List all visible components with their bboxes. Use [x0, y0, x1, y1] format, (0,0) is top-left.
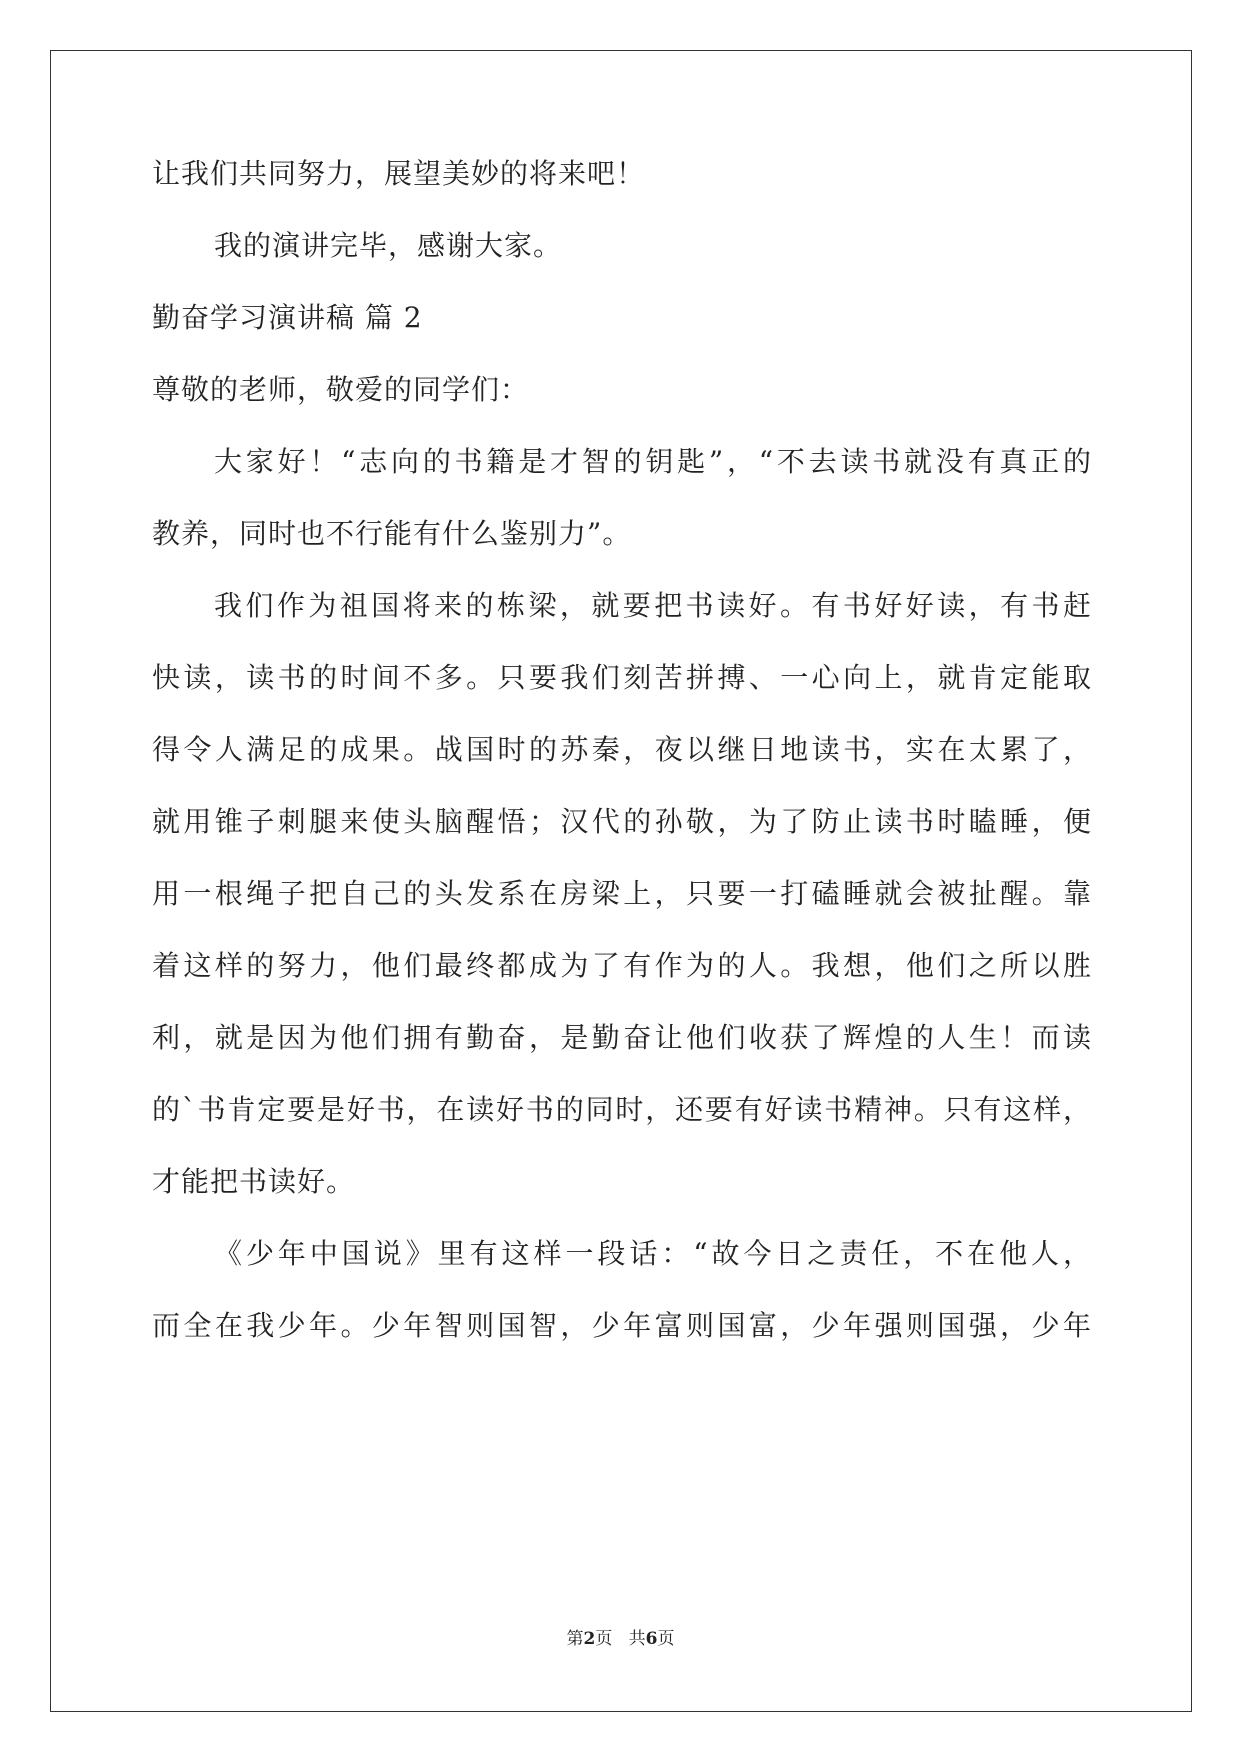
- text-line: 我们作为祖国将来的栋梁，就要把书读好。有书好好读，有书赶: [214, 589, 1092, 622]
- total-pages: 6: [645, 1629, 658, 1649]
- text-line: 《少年中国说》里有这样一段话：“故今日之责任，不在他人，: [214, 1237, 1092, 1270]
- total-prefix: 共: [628, 1629, 646, 1649]
- text-line: 的`书肯定要是好书，在读好书的同时，还要有好读书精神。只有这样，: [152, 1093, 1092, 1126]
- text-line: 就用锥子刺腿来使头脑醒悟；汉代的孙敬，为了防止读书时瞌睡，便: [152, 805, 1092, 838]
- section-heading: 勤奋学习演讲稿 篇 2: [152, 301, 423, 334]
- text-line: 我的演讲完毕，感谢大家。: [214, 229, 563, 262]
- page-prefix: 第: [566, 1629, 584, 1649]
- page-footer: [0, 1628, 1241, 1650]
- total-suffix: 页: [657, 1629, 675, 1649]
- text-line: 利，就是因为他们拥有勤奋，是勤奋让他们收获了辉煌的人生！而读: [152, 1021, 1092, 1054]
- text-line: 快读，读书的时间不多。只要我们刻苦拼搏、一心向上，就肯定能取: [152, 661, 1092, 694]
- text-line: 用一根绳子把自己的头发系在房梁上，只要一打磕睡就会被扯醒。靠: [152, 877, 1092, 910]
- text-line: 大家好！“志向的书籍是才智的钥匙”，“不去读书就没有真正的: [214, 445, 1092, 478]
- salutation: 尊敬的老师，敬爱的同学们：: [152, 373, 530, 406]
- text-line: 让我们共同努力，展望美妙的将来吧！: [152, 157, 646, 190]
- text-line: 而全在我少年。少年智则国智，少年富则国富，少年强则国强，少年: [152, 1309, 1092, 1342]
- page-number: 2: [583, 1629, 596, 1649]
- page-suffix: 页: [595, 1629, 613, 1649]
- text-line: 教养，同时也不行能有什么鉴别力”。: [152, 517, 632, 550]
- text-line: 才能把书读好。: [152, 1165, 356, 1198]
- text-line: 得令人满足的成果。战国时的苏秦，夜以继日地读书，实在太累了，: [152, 733, 1092, 766]
- text-line: 着这样的努力，他们最终都成为了有作为的人。我想，他们之所以胜: [152, 949, 1092, 982]
